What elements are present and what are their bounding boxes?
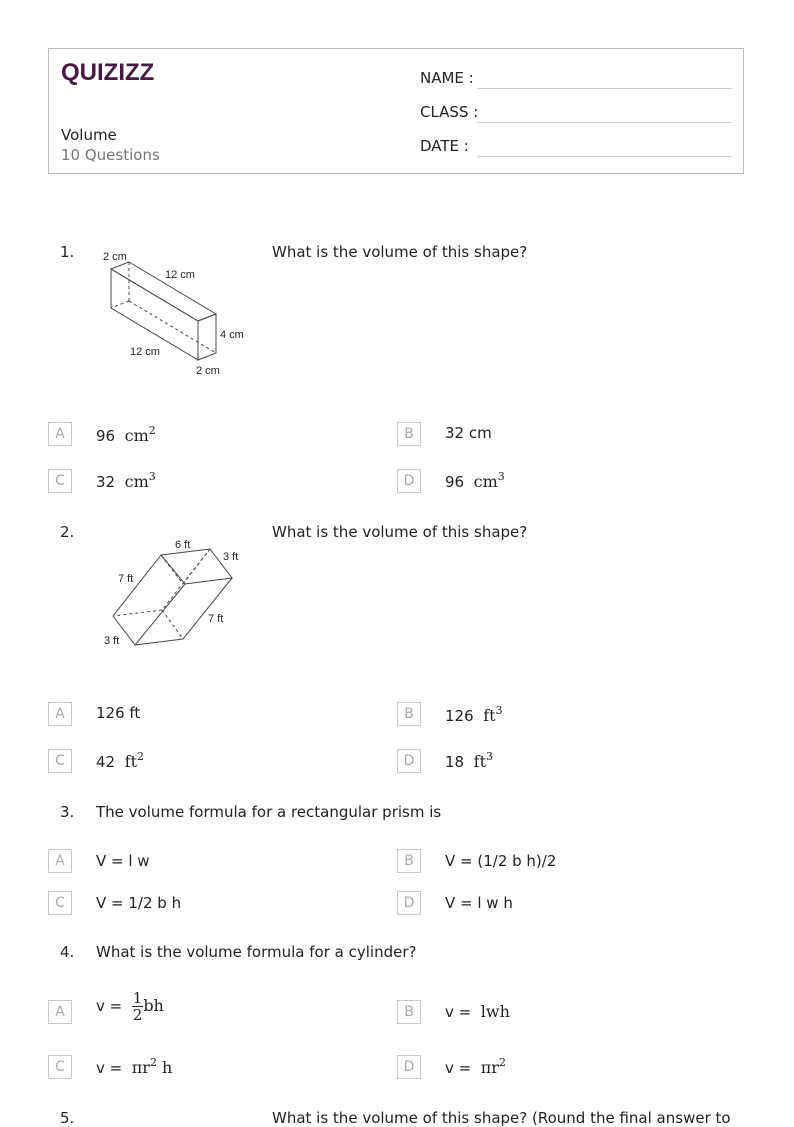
worksheet-header (48, 48, 744, 174)
q1-option-a[interactable] (96, 424, 156, 445)
question-5-text: What is the volume of this shape? (Round the final answer to (272, 1109, 731, 1127)
class-line[interactable] (477, 122, 732, 123)
question-3-text: The volume formula for a rectangular prism is (96, 803, 442, 821)
q1-option-d-unit: cm (473, 472, 498, 491)
q2-option-d-box[interactable]: D (397, 749, 421, 773)
question-2-figure (96, 530, 256, 660)
class-label: CLASS : (420, 103, 479, 121)
q4-option-b-expr: lwh (480, 1002, 510, 1021)
question-3-number: 3. (60, 803, 75, 821)
q1-option-d[interactable] (445, 470, 505, 491)
fig2-label-7ft-left: 7 ft (118, 573, 134, 585)
q3-option-d-box[interactable]: D (397, 891, 421, 915)
q1-option-c-exp: 3 (148, 470, 156, 483)
q2-option-c-unit: ft (124, 752, 137, 771)
q1-option-a-exp: 2 (148, 424, 156, 437)
q3-option-c-box[interactable]: C (48, 891, 72, 915)
q4-option-c-box[interactable]: C (48, 1055, 72, 1079)
question-2-number: 2. (60, 523, 75, 541)
q2-option-a-value: 126 ft (96, 704, 141, 722)
q4-option-a[interactable] (96, 990, 164, 1023)
q2-option-d-value: 18 (445, 753, 465, 771)
question-2-text: What is the volume of this shape? (272, 523, 528, 541)
prism2-top-face (161, 549, 232, 584)
q3-option-b-box[interactable]: B (397, 849, 421, 873)
q4-option-c-exp: 2 (149, 1056, 157, 1069)
q1-option-d-exp: 3 (497, 470, 505, 483)
q2-option-c-value: 42 (96, 753, 116, 771)
q4-option-d[interactable] (445, 1056, 506, 1077)
q1-option-c-value: 32 (96, 473, 116, 491)
q1-option-a-box[interactable]: A (48, 422, 72, 446)
fig2-label-3ft-top: 3 ft (223, 551, 239, 563)
q2-option-b-value: 126 (445, 707, 474, 725)
question-count: 10 Questions (61, 146, 160, 164)
fig2-label-6ft: 6 ft (175, 539, 191, 551)
q2-option-c[interactable] (96, 750, 144, 771)
q4-option-a-prefix: v = (96, 997, 123, 1015)
worksheet-title: Volume (61, 126, 117, 144)
q4-option-b-box[interactable]: B (397, 1000, 421, 1024)
q3-option-c[interactable]: V = 1/2 b h (96, 894, 182, 912)
fig1-label-2cm-bottom: 2 cm (196, 365, 220, 377)
q4-option-c-tail: h (162, 1058, 173, 1077)
q4-option-c[interactable] (96, 1056, 172, 1077)
q4-option-b-prefix: v = (445, 1003, 472, 1021)
q2-option-c-box[interactable]: C (48, 749, 72, 773)
q2-option-c-exp: 2 (137, 750, 144, 763)
fig1-label-12cm-top: 12 cm (165, 269, 195, 281)
q1-option-a-unit: cm (124, 426, 149, 445)
name-label: NAME : (420, 69, 474, 87)
prism-top-face (111, 262, 216, 321)
q1-option-b-value: 32 cm (445, 424, 492, 442)
question-1-text: What is the volume of this shape? (272, 243, 528, 261)
q4-option-d-exp: 2 (498, 1056, 506, 1069)
q2-option-b-box[interactable]: B (397, 702, 421, 726)
fig2-label-7ft-right: 7 ft (208, 613, 224, 625)
q1-option-c-box[interactable]: C (48, 469, 72, 493)
q2-option-a-box[interactable]: A (48, 702, 72, 726)
question-4-text: What is the volume formula for a cylinder? (96, 943, 417, 961)
q4-option-b[interactable] (445, 1002, 510, 1021)
q4-option-a-expr: bh (143, 996, 164, 1015)
q2-option-d-unit: ft (473, 752, 486, 771)
q2-option-b-unit: ft (483, 706, 496, 725)
q3-option-a[interactable]: V = l w (96, 852, 150, 870)
q2-option-d-exp: 3 (486, 750, 493, 763)
fig2-label-3ft-bottom: 3 ft (104, 635, 120, 647)
q1-option-a-value: 96 (96, 427, 116, 445)
fig1-label-12cm-bottom: 12 cm (130, 346, 160, 358)
q3-option-b[interactable]: V = (1/2 b h)/2 (445, 852, 557, 870)
q3-option-a-box[interactable]: A (48, 849, 72, 873)
fig1-label-2cm-top: 2 cm (103, 251, 127, 263)
q4-option-c-expr: πr (131, 1058, 150, 1077)
one-half-fraction: $\frac{1}{2}$ (132, 989, 143, 1024)
q2-option-a[interactable] (96, 704, 140, 722)
q2-option-b-exp: 3 (495, 704, 503, 717)
q4-option-d-expr: πr (480, 1058, 499, 1077)
q2-option-b[interactable] (445, 704, 503, 725)
q3-option-d[interactable]: V = l w h (445, 894, 513, 912)
q1-option-d-box[interactable]: D (397, 469, 421, 493)
q4-option-d-box[interactable]: D (397, 1055, 421, 1079)
q4-option-d-prefix: v = (445, 1059, 472, 1077)
question-1-number: 1. (60, 243, 75, 261)
quizizz-logo: QUIZIZZ (61, 59, 155, 86)
q1-option-c[interactable] (96, 470, 156, 491)
q1-option-b-box[interactable]: B (397, 422, 421, 446)
date-line[interactable] (477, 156, 732, 157)
date-label: DATE : (420, 137, 469, 155)
name-line[interactable] (477, 88, 732, 89)
q4-option-c-prefix: v = (96, 1059, 123, 1077)
q1-option-d-value: 96 (445, 473, 465, 491)
question-4-number: 4. (60, 943, 75, 961)
question-1-figure (96, 244, 256, 384)
q1-option-c-unit: cm (124, 472, 149, 491)
q1-option-b[interactable] (445, 424, 492, 442)
q4-option-a-box[interactable]: A (48, 1000, 72, 1024)
prism-end-face (198, 314, 216, 360)
fig1-label-4cm: 4 cm (220, 329, 244, 341)
q2-option-d[interactable] (445, 750, 493, 771)
question-5-number: 5. (60, 1109, 75, 1127)
